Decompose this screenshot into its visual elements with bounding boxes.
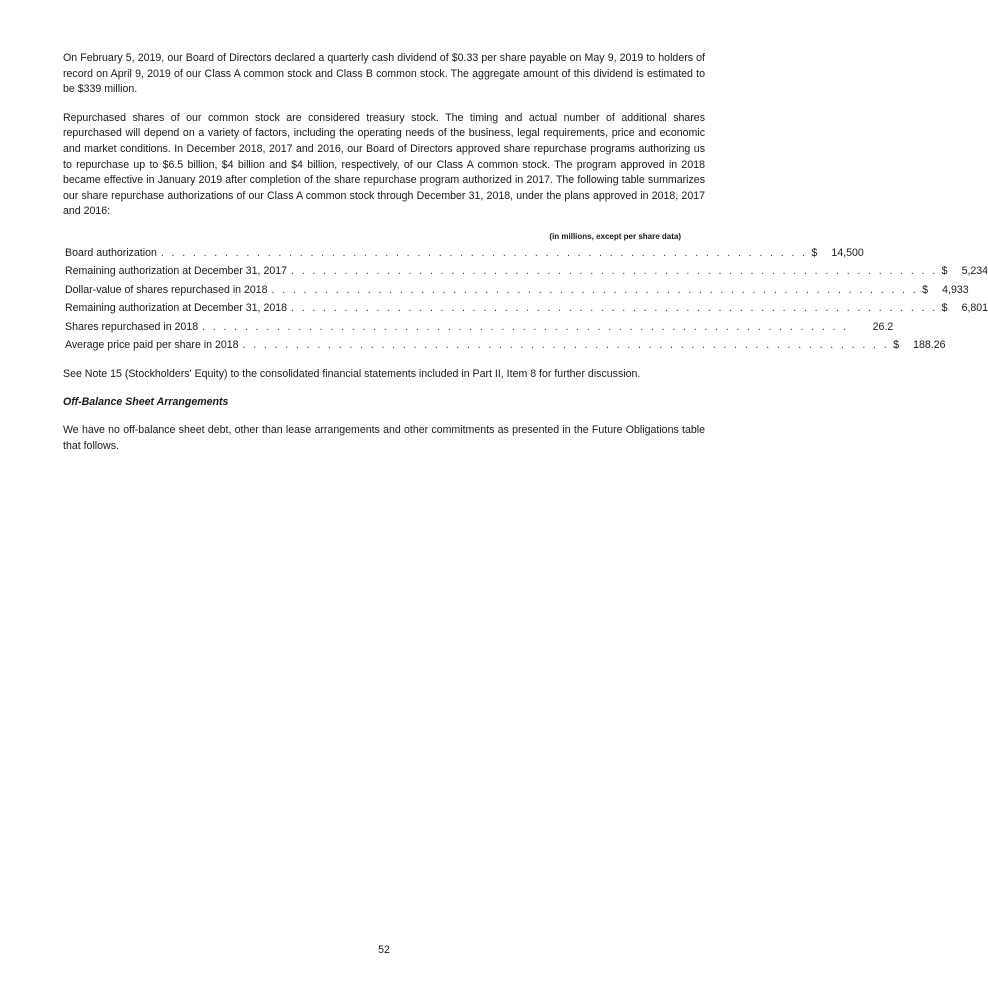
row-value: 5,234 <box>961 265 988 278</box>
off-balance-paragraph: We have no off-balance sheet debt, other than lease arrangements and other commitments as presented in the Future Obligations table that follows. <box>63 424 705 452</box>
row-label: Board authorization <box>65 246 157 259</box>
leader-dots: . . . . . . . . . . . . . . . . . . . . . . . . . . . . . . . . . . . . . . . . . . . . . . . . . . . . . . . . . . . . . <box>271 283 919 296</box>
table-row <box>65 262 988 281</box>
row-value: 4,933 <box>942 283 969 296</box>
row-value: 14,500 <box>831 246 864 259</box>
table-row <box>65 244 864 263</box>
leader-dots: . . . . . . . . . . . . . . . . . . . . . . . . . . . . . . . . . . . . . . . . . . . . . . . . . . . . . . . . . . . . . <box>291 265 938 278</box>
row-currency: $ <box>941 302 948 315</box>
row-label: Remaining authorization at December 31, 2018 <box>65 302 288 315</box>
leader-dots: . . . . . . . . . . . . . . . . . . . . . . . . . . . . . . . . . . . . . . . . . . . . . . . . . . . . . . . . . . . . . <box>160 246 808 259</box>
table-caption: (in millions, except per share data) <box>549 231 681 241</box>
dividend-paragraph: On February 5, 2019, our Board of Directors declared a quarterly cash dividend of $0.33 per share payable on May 9, 2019 to holders of record on April 9, 2019 of our Class A common stock and Class B common stock. The aggregate amount of this dividend is estimated to be $339 million. <box>63 52 705 96</box>
row-label: Shares repurchased in 2018 <box>65 320 199 333</box>
row-currency: $ <box>893 339 899 352</box>
note-paragraph: See Note 15 (Stockholders' Equity) to the consolidated financial statements included in Part II, Item 8 for further discussion. <box>63 367 641 380</box>
leader-dots: . . . . . . . . . . . . . . . . . . . . . . . . . . . . . . . . . . . . . . . . . . . . . . . . . . . . . . . . . . . . . <box>291 302 938 315</box>
row-value: 6,801 <box>961 302 988 315</box>
row-value: 26.2 <box>872 320 894 333</box>
table-row <box>65 336 946 355</box>
row-currency: $ <box>941 265 948 278</box>
page-number: 52 <box>378 944 390 956</box>
row-currency: $ <box>811 246 818 259</box>
table-row <box>65 318 894 337</box>
table-row <box>65 281 969 300</box>
leader-dots: . . . . . . . . . . . . . . . . . . . . . . . . . . . . . . . . . . . . . . . . . . . . . . . . . . . . . . . . . . . . . <box>202 320 849 333</box>
table-row <box>65 299 988 318</box>
row-value: 188.26 <box>913 339 946 352</box>
row-label: Dollar-value of shares repurchased in 2018 <box>65 283 268 296</box>
row-label: Remaining authorization at December 31, 2017 <box>65 265 288 278</box>
section-heading: Off-Balance Sheet Arrangements <box>63 395 229 408</box>
repurchase-table <box>65 230 988 355</box>
document-page <box>63 51 988 454</box>
row-label: Average price paid per share in 2018 <box>65 339 239 352</box>
row-currency: $ <box>922 283 929 296</box>
repurchase-paragraph: Repurchased shares of our common stock are considered treasury stock. The timing and actual number of additional shares repurchased will depend on a variety of factors, including the operating needs of the business, legal requirements, price and economic and market conditions. In December 2018, 2017 and 2016, our Board of Directors approved share repurchase programs authorizing us to repurchase up to $6.5 billion, $4 billion and $4 billion, respectively, of our Class A common stock. The program approved in 2018 became effective in January 2019 after completion of the share repurchase program authorized in 2017. The following table summarizes our share repurchase authorizations of our Class A common stock through December 31, 2018, under the plans approved in 2018, 2017 and 2016: <box>63 111 705 218</box>
leader-dots: . . . . . . . . . . . . . . . . . . . . . . . . . . . . . . . . . . . . . . . . . . . . . . . . . . . . . . . . . . . . . <box>242 339 890 352</box>
